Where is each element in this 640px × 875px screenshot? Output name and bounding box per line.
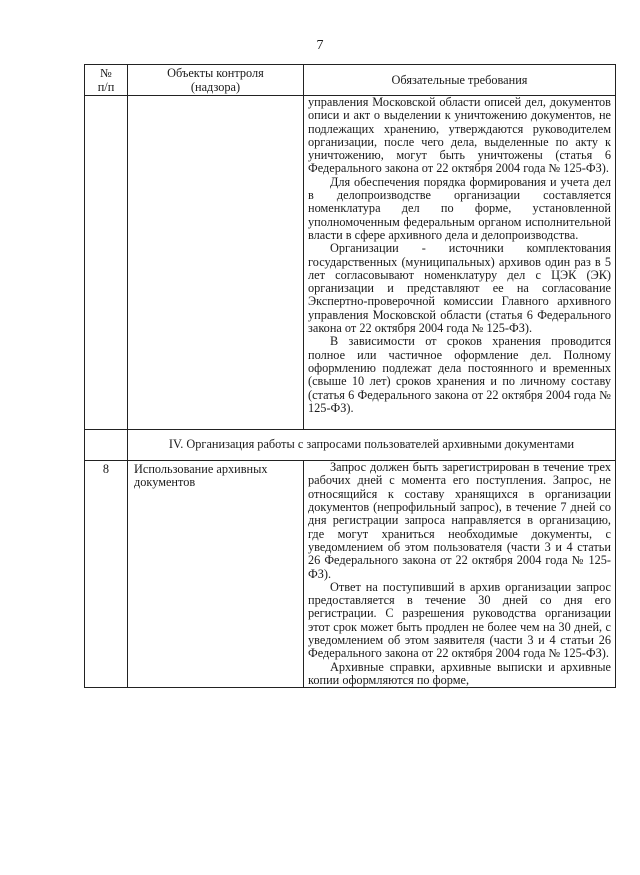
cell-object-empty bbox=[128, 96, 304, 430]
header-num-text: № п/п bbox=[97, 66, 115, 94]
header-object bbox=[128, 65, 304, 96]
row-number: 8 bbox=[85, 461, 128, 688]
table-header-row bbox=[85, 65, 616, 96]
cell-num-empty bbox=[85, 96, 128, 430]
table-row-8 bbox=[85, 461, 616, 688]
section-title: IV. Организация работы с запросами пользователей архивными документами bbox=[128, 430, 616, 461]
section-row bbox=[85, 430, 616, 461]
header-num bbox=[85, 65, 128, 96]
requirement-paragraph: Архивные справки, архивные выписки и архивные копии оформляются по форме, bbox=[308, 659, 611, 687]
requirements-table bbox=[84, 64, 616, 688]
requirement-paragraph: управления Московской области описей дел, документов описи и акт о выделении к уничтожению документов, не подлежащих хранению, утверждаются руководителем организации, после чего дела, выделенные по акту к уничтожению, могут быть уничтожены (статья 6 Федерального закона от 22 октября 2004 года № 125-ФЗ). bbox=[308, 95, 611, 176]
cell-requirements bbox=[304, 96, 616, 430]
header-object-text: Объекты контроля (надзора) bbox=[167, 66, 264, 94]
page-number: 7 bbox=[316, 38, 324, 53]
table-row-continuation bbox=[85, 96, 616, 430]
section-num-empty bbox=[85, 430, 128, 461]
cell-spacer bbox=[304, 415, 615, 429]
requirement-paragraph: Организации - источники комплектования государственных (муниципальных) архивов один раз в 5 лет согласовывают номенклатуру дел с ЦЭК (ЭК) организации и представляют ее на согласование Экспертно-проверочной комиссии Главного архивного управления Московской области (статья 6 Федерального закона от 22 октября 2004 года № 125-ФЗ). bbox=[308, 241, 611, 336]
requirement-paragraph: Запрос должен быть зарегистрирован в течение трех рабочих дней с момента его поступления. Запрос, не относящийся к составу хранящихся в организации документов (непрофильный запрос), в течение 7 дней со дня регистрации запроса направляется в организацию, где могут храниться необходимые документы, с уведомлением об этом пользователя (части 3 и 4 статьи 26 Федерального закона от 22 октября 2004 года № 125-ФЗ). bbox=[308, 460, 611, 581]
row-object: Использование архивных документов bbox=[128, 461, 304, 688]
header-requirements: Обязательные требования bbox=[304, 65, 616, 96]
cell-requirements bbox=[304, 461, 616, 688]
requirement-paragraph: Ответ на поступивший в архив организации запрос предоставляется в течение 30 дней со дня его регистрации. С разрешения руководства организации этот срок может быть продлен не более чем на 30 дней, с уведомлением об этом заявителя (части 3 и 4 статьи 26 Федерального закона от 22 октября 2004 года № 125-ФЗ). bbox=[308, 579, 611, 661]
requirement-paragraph: В зависимости от сроков хранения проводится полное или частичное оформление дел. Полному оформлению подлежат дела постоянного и временных (свыше 10 лет) сроков хранения и по личному составу (статья 6 Федерального закона от 22 октября 2004 года № 125-ФЗ). bbox=[308, 334, 611, 415]
requirement-paragraph: Для обеспечения порядка формирования и учета дел в делопроизводстве организации составляется номенклатура дел по форме, установленной уполномоченным федеральным органом исполнительной власти в сфере архивного дела и делопроизводства. bbox=[308, 174, 611, 242]
